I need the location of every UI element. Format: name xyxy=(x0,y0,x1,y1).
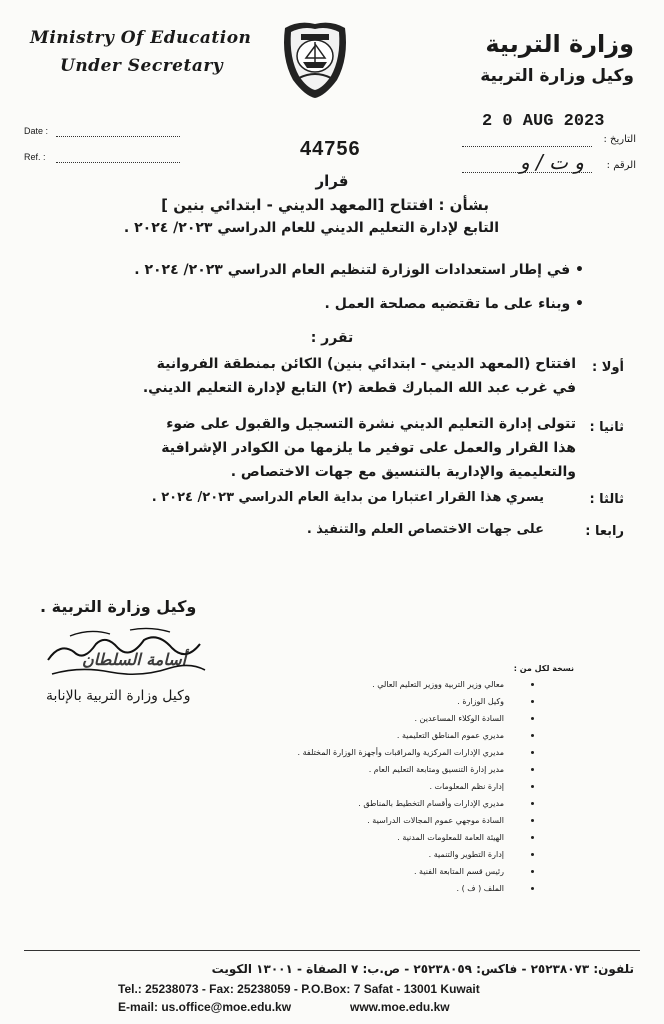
decision-subject: بشأن : افتتاح [المعهد الديني - ابتدائي بنين ] xyxy=(161,196,489,214)
article-1-line-2: في غرب عبد الله المبارك قطعة (٢) التابع لإدارة التعليم الديني. xyxy=(142,380,576,396)
article-1-label: أولا : xyxy=(592,360,624,375)
decides-heading: تقرر : xyxy=(310,330,354,346)
article-2-label: ثانيا : xyxy=(589,420,624,435)
footer-divider xyxy=(24,950,640,951)
bullet-icon xyxy=(531,751,534,754)
article-4-label: رابعا : xyxy=(585,524,624,539)
article-2-line-1: تتولى إدارة التعليم الديني نشرة التسجيل والقبول على ضوء xyxy=(166,416,576,432)
bullet-icon xyxy=(531,785,534,788)
bullet-icon xyxy=(531,700,534,703)
bullet-icon xyxy=(531,887,534,890)
bullet-icon xyxy=(531,836,534,839)
preamble-line-2: • وبناء على ما تقتضيه مصلحة العمل . xyxy=(324,296,584,312)
date-field-line xyxy=(56,136,180,137)
article-1-line-1: افتتاح (المعهد الديني - ابتدائي بنين) الكائن بمنطقة الفروانية xyxy=(156,356,576,372)
article-3-line-1: يسري هذا القرار اعتبارا من بداية العام الدراسي ٢٠٢٣/ ٢٠٢٤ . xyxy=(151,490,544,505)
copy-recipient: مدير إدارة التنسيق ومتابعة التعليم العام . xyxy=(368,765,504,774)
footer-address-ar: تلفون: ٢٥٢٣٨٠٧٣ - فاكس: ٢٥٢٣٨٠٥٩ - ص.ب: ٧ الصفاة - ١٣٠٠١ الكويت xyxy=(211,962,634,976)
copies-heading: نسخة لكل من : xyxy=(513,664,574,673)
copy-recipient: الهيئة العامة للمعلومات المدنية . xyxy=(397,833,504,842)
copy-recipient: إدارة نظم المعلومات . xyxy=(429,782,504,791)
bullet-icon xyxy=(531,768,534,771)
bullet-icon xyxy=(531,717,534,720)
copy-recipient: معالي وزير التربية ووزير التعليم العالي . xyxy=(372,680,504,689)
bullet-icon xyxy=(531,870,534,873)
copy-recipient: السادة الوكلاء المساعدين . xyxy=(414,714,504,723)
ref-label-ar: الرقم : xyxy=(606,160,636,171)
under-secretary-ar: وكيل وزارة التربية xyxy=(480,66,634,86)
copy-recipient: الملف ( ف ) . xyxy=(456,884,504,893)
signatory-subtitle: وكيل وزارة التربية بالإنابة xyxy=(46,688,191,704)
ministry-name-ar: وزارة التربية xyxy=(485,30,634,58)
decision-subject-cont: التابع لإدارة التعليم الديني للعام الدراسي ٢٠٢٣/ ٢٠٢٤ . xyxy=(123,220,499,236)
date-stamp: 2 0 AUG 2023 xyxy=(482,112,605,131)
signatory-name: أسامة السلطان xyxy=(82,650,187,669)
article-3-label: ثالثا : xyxy=(589,492,624,507)
document-number: 44756 xyxy=(300,138,361,160)
ref-field-line xyxy=(56,162,180,163)
date-label-ar: التاريخ : xyxy=(603,134,636,145)
signatory-title: وكيل وزارة التربية . xyxy=(40,597,197,616)
kuwait-emblem-icon xyxy=(279,18,351,100)
decision-title: قرار xyxy=(315,172,349,190)
ref-label-en: Ref. : xyxy=(24,152,46,162)
ministry-name-en: Ministry Of Education xyxy=(30,28,252,48)
article-2-line-2: هذا القرار والعمل على توفير ما يلزمها من الكوادر الإشرافية xyxy=(161,440,576,456)
copy-recipient: السادة موجهي عموم المجالات الدراسية . xyxy=(367,816,504,825)
copy-recipient: إدارة التطوير والتنمية . xyxy=(428,850,504,859)
bullet-icon xyxy=(531,853,534,856)
copy-recipient: مديري الإدارات وأقسام التخطيط بالمناطق . xyxy=(358,799,504,808)
date-field-line-ar xyxy=(462,146,592,147)
bullet-icon xyxy=(531,683,534,686)
bullet-icon xyxy=(531,819,534,822)
bullet-icon xyxy=(531,802,534,805)
article-2-line-3: والتعليمية والإدارية بالتنسيق مع جهات الاختصاص . xyxy=(230,464,576,480)
under-secretary-en: Under Secretary xyxy=(60,56,224,76)
copy-recipient: رئيس قسم المتابعة الفنية . xyxy=(413,867,504,876)
copy-recipient: وكيل الوزارة . xyxy=(457,697,504,706)
footer-address-en: Tel.: 25238073 - Fax: 25238059 - P.O.Box: 7 Safat - 13001 Kuwait xyxy=(118,982,480,996)
preamble-line-1: • في إطار استعدادات الوزارة لتنظيم العام الدراسي ٢٠٢٣/ ٢٠٢٤ . xyxy=(134,262,584,278)
date-label-en: Date : xyxy=(24,126,49,136)
copy-recipient: مديري الإدارات المركزية والمراقبات وأجهزة الوزارة المختلفة . xyxy=(297,748,504,757)
footer-email: E-mail: us.office@moe.edu.kw xyxy=(118,1000,292,1014)
ref-handwritten: و ت / و xyxy=(520,150,584,174)
article-4-line-1: على جهات الاختصاص العلم والتنفيذ . xyxy=(306,522,544,537)
footer-website: www.moe.edu.kw xyxy=(350,1000,450,1014)
bullet-icon xyxy=(531,734,534,737)
copy-recipient: مديري عموم المناطق التعليمية . xyxy=(396,731,504,740)
